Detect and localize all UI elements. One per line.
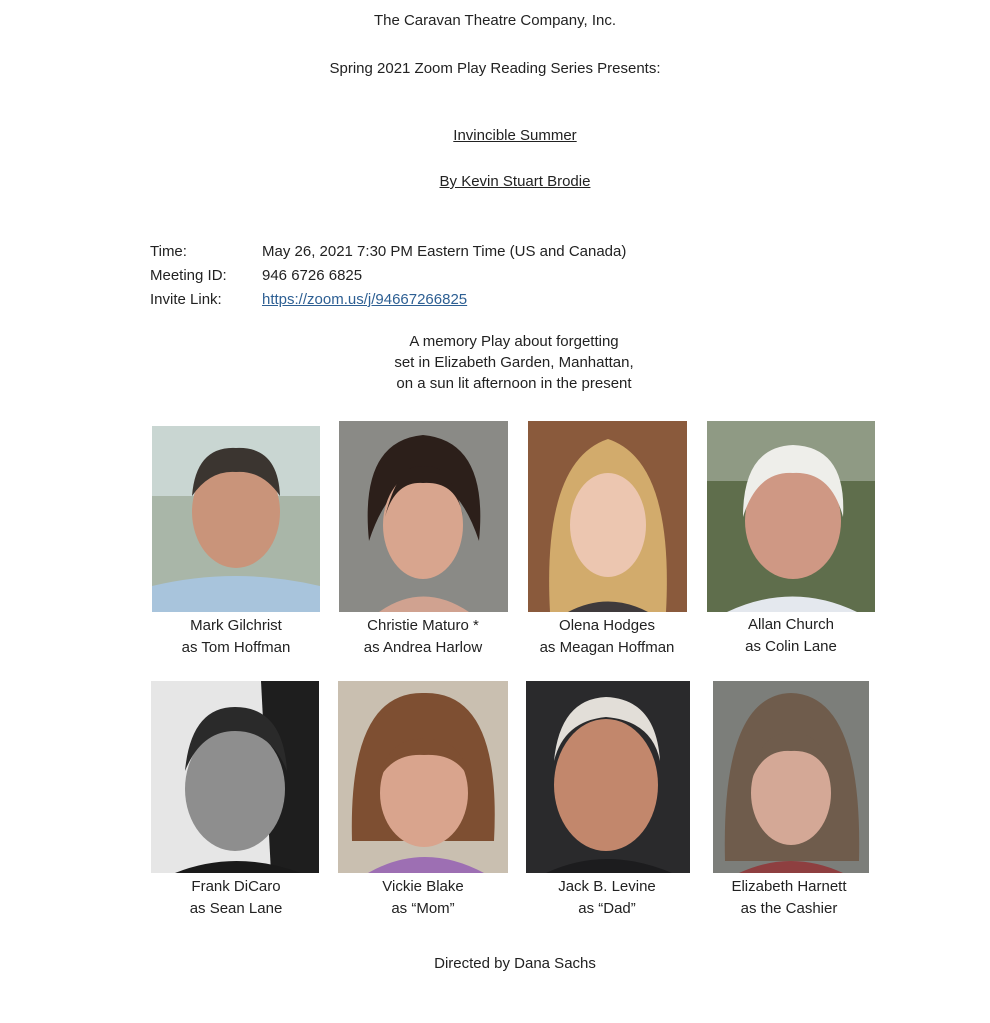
company-name: The Caravan Theatre Company, Inc. bbox=[373, 12, 617, 29]
cast-name: Christie Maturo * bbox=[367, 617, 479, 634]
invite-link-row bbox=[150, 288, 626, 312]
cast-caption-7 bbox=[512, 876, 702, 920]
headshot-christie-maturo bbox=[339, 421, 508, 612]
cast-name: Vickie Blake bbox=[382, 878, 464, 895]
meeting-details bbox=[150, 240, 626, 312]
cast-role: as Meagan Hoffman bbox=[539, 639, 675, 656]
cast-role: as Andrea Harlow bbox=[363, 639, 483, 656]
invite-link-label: Invite Link: bbox=[150, 291, 222, 308]
cast-caption-8 bbox=[694, 876, 884, 920]
time-row bbox=[150, 240, 626, 264]
invite-link[interactable]: https://zoom.us/j/94667266825 bbox=[262, 291, 468, 308]
headshot-mark-gilchrist bbox=[152, 426, 320, 612]
meeting-id-row bbox=[150, 264, 626, 288]
cast-caption-1 bbox=[141, 615, 331, 659]
description-line-3: on a sun lit afternoon in the present bbox=[396, 375, 632, 392]
play-description bbox=[0, 331, 990, 394]
time-label: Time: bbox=[150, 243, 187, 260]
headshot-frank-dicaro bbox=[151, 681, 319, 873]
time-value: May 26, 2021 7:30 PM Eastern Time (US and Canada) bbox=[262, 243, 627, 260]
headshot-jack-b-levine bbox=[526, 681, 690, 873]
headshot-vickie-blake bbox=[338, 681, 508, 873]
cast-caption-5 bbox=[141, 876, 331, 920]
cast-role: as Colin Lane bbox=[745, 638, 837, 655]
cast-name: Jack B. Levine bbox=[558, 878, 656, 895]
meeting-id-value: 946 6726 6825 bbox=[262, 267, 363, 284]
play-title: Invincible Summer bbox=[453, 127, 577, 144]
description-line-2: set in Elizabeth Garden, Manhattan, bbox=[394, 354, 634, 371]
cast-name: Mark Gilchrist bbox=[190, 617, 282, 634]
headshot-olena-hodges bbox=[528, 421, 687, 612]
series-title: Spring 2021 Zoom Play Reading Series Presents: bbox=[329, 60, 661, 77]
headshot-elizabeth-harnett bbox=[713, 681, 869, 873]
meeting-id-label: Meeting ID: bbox=[150, 267, 227, 284]
cast-role: as Sean Lane bbox=[189, 900, 283, 917]
cast-caption-2 bbox=[328, 615, 518, 659]
cast-name: Allan Church bbox=[748, 616, 834, 633]
author-line: By Kevin Stuart Brodie bbox=[439, 173, 591, 190]
cast-name: Olena Hodges bbox=[559, 617, 655, 634]
cast-role: as the Cashier bbox=[740, 900, 838, 917]
cast-name: Frank DiCaro bbox=[191, 878, 281, 895]
cast-role: as “Mom” bbox=[391, 900, 455, 917]
headshot-allan-church bbox=[707, 421, 875, 612]
director-credit: Directed by Dana Sachs bbox=[434, 955, 596, 972]
cast-role: as Tom Hoffman bbox=[181, 639, 291, 656]
cast-caption-3 bbox=[512, 615, 702, 659]
cast-caption-6 bbox=[328, 876, 518, 920]
cast-role: as “Dad” bbox=[578, 900, 636, 917]
cast-caption-4 bbox=[696, 614, 886, 658]
cast-name: Elizabeth Harnett bbox=[731, 878, 847, 895]
description-line-1: A memory Play about forgetting bbox=[409, 333, 619, 350]
